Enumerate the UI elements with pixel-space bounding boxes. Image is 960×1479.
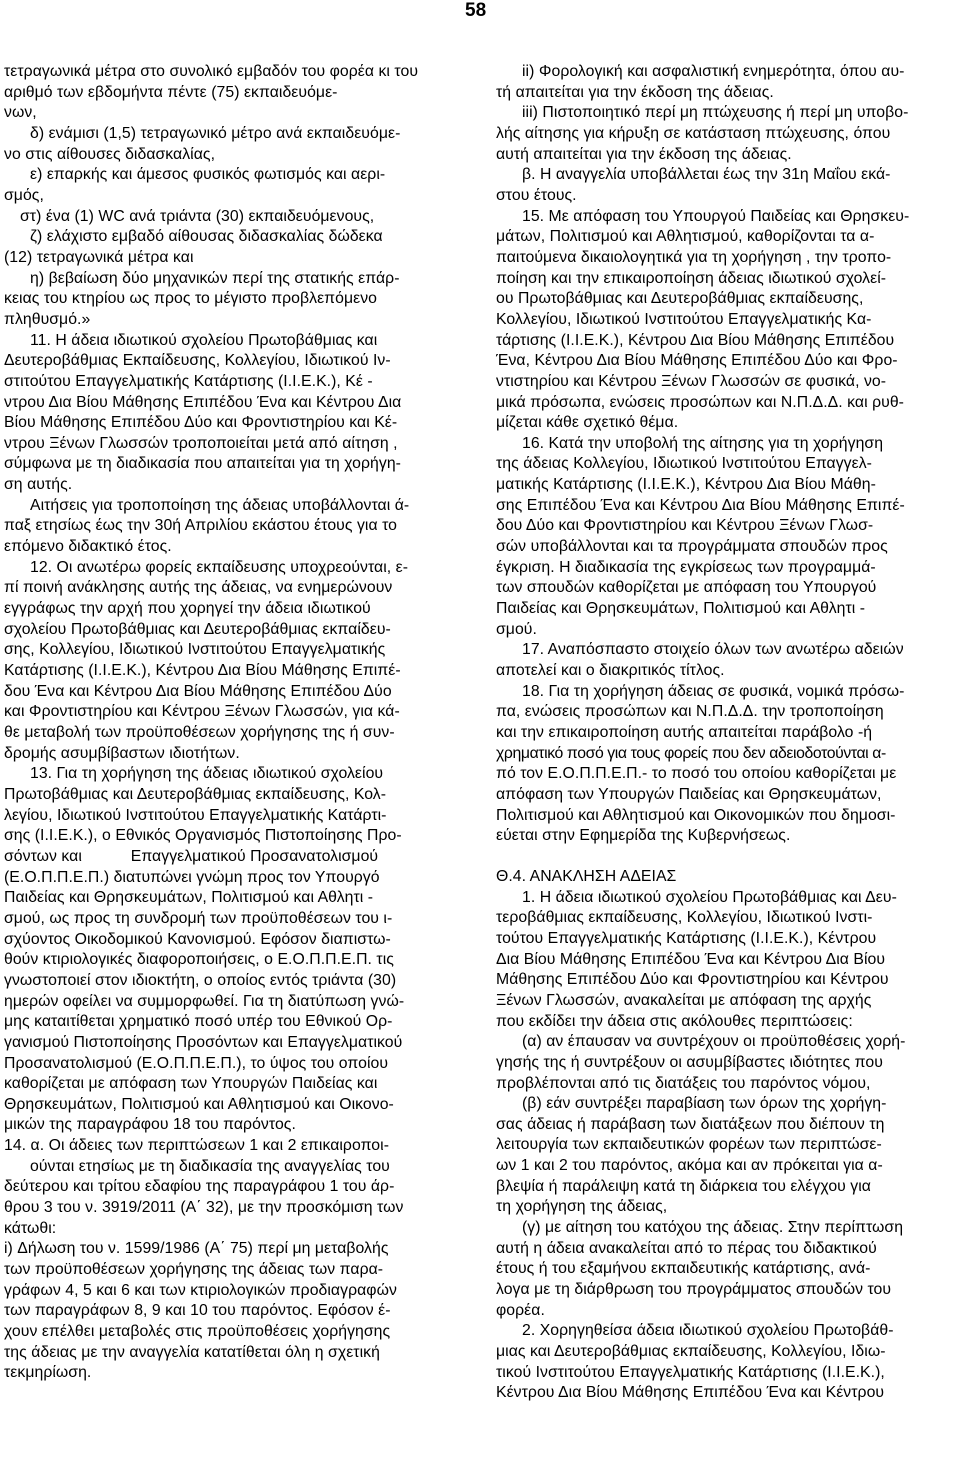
text-line: (β) εάν συντρέξει παραβίαση των όρων της χορήγη-: [522, 1095, 887, 1113]
text-line: β. Η αναγγελία υποβάλλεται έως την 31η Μαΐου εκά-: [522, 166, 891, 184]
text-line: λειτουργία των εκπαιδευτικών φορέων των περιπτώσε-: [496, 1136, 882, 1154]
text-line: i) Δήλωση του ν. 1599/1986 (Α΄ 75) περί μη μεταβολής: [4, 1240, 389, 1258]
text-line: τάρτισης (Ι.Ι.Ε.Κ.), Κέντρου Δια Βίου Μάθησης Επιπέδου: [496, 331, 895, 349]
text-line: ντρου Ξένων Γλωσσών τροποποιείται μετά από αίτηση ,: [4, 434, 398, 452]
text-line: Κατάρτισης (Ι.Ι.Ε.Κ.), Κέντρου Δια Βίου Μάθησης Επιπέ-: [4, 662, 401, 680]
page-number: 58: [465, 0, 487, 21]
text-line: επόμενο διδακτικό έτος.: [4, 538, 172, 556]
text-line: η) βεβαίωση δύο μηχανικών περί της στατικής επάρ-: [30, 269, 400, 287]
text-line: μικών της παραγράφου 18 του παρόντος.: [4, 1116, 296, 1134]
text-line: ποίηση και την επικαιροποίηση άδειας ιδιωτικού σχολεί-: [496, 269, 887, 287]
text-line: Κολλεγίου, Ιδιωτικού Ινστιτούτου Επαγγελματικής Κα-: [496, 310, 872, 328]
section-heading: Θ.4. ΑΝΑΚΛΗΣΗ ΑΔΕΙΑΣ: [496, 867, 677, 885]
text-line: κάτωθι:: [4, 1219, 57, 1237]
text-line: σών υποβάλλονται και τα προγράμματα σπουδών προς: [496, 538, 888, 556]
text-line: γανισμού Πιστοποίησης Προσόντων και Επαγγελματικού: [4, 1033, 403, 1051]
text-line: σμού.: [496, 620, 537, 638]
text-line: της άδειας Κολλεγίου, Ιδιωτικού Ινστιτούτου Επαγγελ-: [496, 455, 872, 473]
text-line: παιτούμενα δικαιολογητικά για τη χορήγηση , την τροπο-: [496, 248, 892, 266]
text-line: λής αίτησης για κήρυξη σε κατάσταση πτώχευσης, όπου: [496, 124, 891, 142]
text-line: βλεψία ή παράλειψη κατά τη διάρκεια του ελέγχου για: [496, 1177, 871, 1195]
text-line: ων 1 και 2 του παρόντος, ακόμα και αν πρόκειται για α-: [496, 1157, 883, 1175]
text-line: Θρησκευμάτων, Πολιτισμού και Αθλητισμού και Οικονο-: [4, 1095, 394, 1113]
text-line: σμού, ως προς τη συνδρομή των προϋποθέσεων του ι-: [4, 909, 393, 927]
text-line: (γ) με αίτηση του κατόχου της άδειας. Στην περίπτωση: [522, 1219, 904, 1237]
text-line: ζ) ελάχιστο εμβαδό αίθουσας διδασκαλίας δώδεκα: [30, 228, 383, 246]
text-line: σης (Ι.Ι.Ε.Κ.), ο Εθνικός Οργανισμός Πιστοποίησης Προ-: [4, 827, 402, 845]
text-line: εύεται στην Εφημερίδα της Κυβερνήσεως.: [496, 827, 791, 845]
text-line: ματικής Κατάρτισης (Ι.Ι.Ε.Κ.), Κέντρου Δια Βίου Μάθη-: [496, 476, 876, 494]
text-line: ημερών οφείλει να συμμορφωθεί. Για τη διατύπωση γνώ-: [4, 992, 405, 1010]
section-gap: [496, 847, 958, 867]
text-line: Αιτήσεις για τροποποίηση της άδειας υποβάλλονται ά-: [30, 496, 410, 514]
text-line: στιτούτου Επαγγελματικής Κατάρτισης (Ι.Ι.Ε.Κ.), Κέ -: [4, 372, 373, 390]
text-line: Πολιτισμού και Αθλητισμού και Οικονομικών που δημοσι-: [496, 806, 896, 824]
text-line: σης, Κολλεγίου, Ιδιωτικού Ινστιτούτου Επαγγελματικής: [4, 641, 386, 659]
text-line: τεροβάθμιας εκπαίδευσης, Κολλεγίου, Ιδιωτικού Ινστι-: [496, 909, 873, 927]
text-line: παξ ετησίως έως την 30ή Απριλίου εκάστου έτους για το: [4, 517, 397, 535]
text-line: Παιδείας και Θρησκευμάτων, Πολιτισμού και Αθλητι -: [4, 889, 374, 907]
text-line: αυτή η άδεια ανακαλείται από το πέρας του διδακτικού: [496, 1239, 877, 1257]
text-line: Δευτεροβάθμιας Εκπαίδευσης, Κολλεγίου, Ιδιωτικού Ιν-: [4, 352, 391, 370]
text-line: δεύτερου και τρίτου εδαφίου της παραγράφου 1 του άρ-: [4, 1178, 395, 1196]
text-line: δρομής ασυμβίβαστων ιδιοτήτων.: [4, 744, 240, 762]
text-line: εγγράφως την αρχή που χορηγεί την άδεια ιδιωτικού: [4, 600, 371, 618]
text-line: έγκριση. Η διαδικασία της εγκρίσεως των προγραμμά-: [496, 558, 876, 576]
text-line: 2. Χορηγηθείσα άδεια ιδιωτικού σχολείου Πρωτοβάθ-: [522, 1322, 894, 1340]
text-line: τη χορήγηση της άδειας,: [496, 1198, 668, 1216]
text-line: σχύοντος Οικοδομικού Κανονισμού. Εφόσον διαπιστω-: [4, 930, 391, 948]
text-line: έτους ή του εξαμήνου εκπαιδευτικής κατάρτισης, ανά-: [496, 1260, 871, 1278]
text-line: 11. Η άδεια ιδιωτικού σχολείου Πρωτοβάθμιας και: [30, 331, 378, 349]
text-line: φορέα.: [496, 1301, 545, 1319]
text-line: μικά πρόσωπα, ενώσεις προσώπων και Ν.Π.Δ.Δ. και ρυθ-: [496, 393, 904, 411]
text-line: που εκδίδει την άδεια στις ακόλουθες περιπτώσεις:: [496, 1012, 853, 1030]
text-line: σχολείου Πρωτοβάθμιας και Δευτεροβάθμιας εκπαίδευ-: [4, 620, 391, 638]
text-line: μάτων, Πολιτισμού και Αθλητισμού, καθορίζονται τα α-: [496, 228, 875, 246]
text-line: νο στις αίθουσες διδασκαλίας,: [4, 145, 216, 163]
text-line: Πρωτοβάθμιας και Δευτεροβάθμιας εκπαίδευσης, Κολ-: [4, 785, 387, 803]
text-line: τετραγωνικά μέτρα στο συνολικό εμβαδόν του φορέα κι του αριθμό των εβδομήντα πέντε (75) εκπαιδευόμε-: [4, 63, 419, 101]
text-line: (Ε.Ο.Π.Π.Ε.Π.) διατυπώνει γνώμη προς τον Υπουργό: [4, 868, 380, 886]
text-line: 17. Αναπόσπαστο στοιχείο όλων των ανωτέρω αδειών: [522, 641, 904, 659]
text-line: σμός,: [4, 186, 44, 204]
text-line: σύμφωνα με τη διαδικασία που απαιτείται για τη χορήγη-: [4, 455, 401, 473]
text-line: Μάθησης Επιπέδου Δύο και Φροντιστηρίου και Κέντρου: [496, 971, 889, 989]
text-line: ντρου Δια Βίου Μάθησης Επιπέδου Ένα και Κέντρου Δια: [4, 393, 402, 411]
text-line: τεκμηρίωση.: [4, 1364, 92, 1382]
text-line: 13. Για τη χορήγηση της άδειας ιδιωτικού σχολείου: [30, 765, 384, 783]
text-line: γνωστοποιεί στον ιδιοκτήτη, ο οποίος εντός τριάντα (30): [4, 971, 397, 989]
right-column: [496, 62, 958, 1404]
text-line: πί ποινή ανάκλησης αυτής της άδειας, να ενημερώνουν: [4, 579, 393, 597]
text-line: και Φροντιστηρίου και Κέντρου Ξένων Γλωσσών, για κά-: [4, 703, 400, 721]
text-line: Βίου Μάθησης Επιπέδου Δύο και Φροντιστηρίου και Κέ-: [4, 414, 398, 432]
text-line: απόφαση των Υπουργών Παιδείας και Θρησκευμάτων,: [496, 785, 882, 803]
text-line: τή απαιτείται για την έκδοση της άδειας.: [496, 83, 774, 101]
text-line: γράφων 4, 5 και 6 και των κτιριολογικών προδιαγραφών: [4, 1281, 397, 1299]
text-line: ούνται ετησίως με τη διαδικασία της αναγγελίας του: [30, 1157, 390, 1175]
text-line: πό τον Ε.Ο.Π.Π.Ε.Π.- το ποσό του οποίου καθορίζεται με: [496, 765, 897, 783]
text-line: τικού Ινστιτούτου Επαγγελματικής Κατάρτισης (Ι.Ι.Ε.Κ.),: [496, 1363, 885, 1381]
text-line: δ) ενάμισι (1,5) τετραγωνικό μέτρο ανά εκπαιδευόμε-: [30, 124, 401, 142]
text-line: Κέντρου Δια Βίου Μάθησης Επιπέδου Ένα και Κέντρου: [496, 1384, 885, 1402]
text-line: θρου 3 του ν. 3919/2011 (Α΄ 32), με την προσκόμιση των: [4, 1199, 404, 1217]
text-line: 18. Για τη χορήγηση άδειας σε φυσικά, νομικά πρόσω-: [522, 682, 905, 700]
text-line: 16. Κατά την υποβολή της αίτησης για τη χορήγηση: [522, 434, 884, 452]
text-line: μιας και Δευτεροβάθμιας εκπαίδευσης, Κολλεγίου, Ιδιω-: [496, 1343, 886, 1361]
text-line: ii) Φορολογική και ασφαλιστική ενημερότητα, όπου αυ-: [522, 63, 905, 80]
text-line: λεγίου, Ιδιωτικού Ινστιτούτου Επαγγελματικής Κατάρτι-: [4, 806, 387, 824]
text-line: προβλέπονται από τις διατάξεις του παρόντος νόμου,: [496, 1074, 871, 1092]
text-line: θε μεταβολή των προϋποθέσεων χορήγησης της ή συν-: [4, 724, 395, 741]
text-line: δου Ένα και Κέντρου Δια Βίου Μάθησης Επιπέδου Δύο: [4, 682, 392, 700]
text-line: iii) Πιστοποιητικό περί μη πτώχευσης ή περί μη υποβο-: [522, 104, 909, 122]
text-line: ε) επαρκής και άμεσος φυσικός φωτισμός και αερι-: [30, 166, 386, 184]
text-line: ντιστηρίου και Κέντρου Ξένων Γλωσσών σε φυσικά, νο-: [496, 372, 887, 390]
text-line: νων,: [4, 104, 37, 122]
text-line: καθορίζεται με απόφαση των Υπουργών Παιδείας και: [4, 1075, 378, 1093]
text-line: στου έτους.: [496, 186, 577, 204]
text-line: Δια Βίου Μάθησης Επιπέδου Ένα και Κέντρου Δια Βίου: [496, 950, 886, 968]
text-line: γησής της ή συντρέξουν οι ασυμβίβαστες ιδιότητες που: [496, 1053, 883, 1071]
text-line: Προσανατολισμού (Ε.Ο.Π.Π.Ε.Π.), το ύψος του οποίου: [4, 1054, 389, 1072]
text-line: ση αυτής.: [4, 476, 73, 494]
text-line: χουν επέλθει μεταβολές στις προϋποθέσεις χορήγησης: [4, 1323, 391, 1341]
text-line: πληθυσμό.»: [4, 310, 91, 328]
text-line: κειας του κτηρίου ως προς το μέγιστο προβλεπόμενο: [4, 290, 377, 308]
text-line: της άδειας με την αναγγελία κατατίθεται όλη η σχετική: [4, 1343, 380, 1361]
left-column: [4, 62, 466, 1384]
text-line: 12. Οι ανωτέρω φορείς εκπαίδευσης υποχρεούνται, ε-: [30, 558, 409, 576]
text-line: πα, ενώσεις προσώπων και Ν.Π.Δ.Δ. την τροποποίηση: [496, 703, 884, 721]
text-line: σας άδειας ή παράβαση των διατάξεων που διέπουν τη: [496, 1115, 885, 1133]
text-line: 15. Με απόφαση του Υπουργού Παιδείας και Θρησκευ-: [522, 207, 910, 225]
text-line: ου Πρωτοβάθμιας και Δευτεροβάθμιας εκπαίδευσης,: [496, 290, 864, 308]
text-line: τούτου Επαγγελματικής Κατάρτισης (Ι.Ι.Ε.Κ.), Κέντρου: [496, 929, 877, 947]
text-line: Ένα, Κέντρου Δια Βίου Μάθησης Επιπέδου Δύο και Φρο-: [496, 352, 898, 370]
text-line: σόντων και Επαγγελματικού Προσανατολισμού: [4, 847, 379, 865]
text-line: Ξένων Γλωσσών, ανακαλείται με απόφαση της αρχής: [496, 991, 872, 1009]
text-line: Παιδείας και Θρησκευμάτων, Πολιτισμού και Αθλητι -: [496, 600, 866, 618]
text-line: δου Δύο και Φροντιστηρίου και Κέντρου Ξένων Γλωσ-: [496, 517, 874, 535]
text-line: χρηματικό ποσό για τους φορείς που δεν αδειοδοτούνται α-: [496, 744, 886, 762]
text-line: των προϋποθέσεων χορήγησης της άδειας των παρα-: [4, 1261, 384, 1279]
text-line: θούν κτιριολογικές διαφοροποιήσεις, ο Ε.Ο.Π.Π.Ε.Π. τις: [4, 951, 394, 969]
text-line: αυτή απαιτείται για την έκδοση της άδειας.: [496, 145, 792, 163]
text-line: μίζεται κάθε σχετικό θέμα.: [496, 414, 679, 432]
text-line: των παραγράφων 8, 9 και 10 του παρόντος. Εφόσον έ-: [4, 1302, 391, 1320]
text-line: στ) ένα (1) WC ανά τριάντα (30) εκπαιδευόμενους,: [20, 207, 375, 225]
text-line: μης καταιτίθεται χρηματικό ποσό υπέρ του Εθνικού Ορ-: [4, 1013, 393, 1031]
text-line: των σπουδών καθορίζεται με απόφαση του Υπουργού: [496, 579, 877, 597]
text-line: 14. α. Οι άδειες των περιπτώσεων 1 και 2 επικαιροποι-: [4, 1137, 390, 1155]
text-line: (12) τετραγωνικά μέτρα και: [4, 248, 194, 266]
text-line: αποτελεί και ο διακριτικός τίτλος.: [496, 662, 725, 680]
text-line: σης Επιπέδου Ένα και Κέντρου Δια Βίου Μάθησης Επιπέ-: [496, 496, 905, 514]
text-line: (α) αν έπαυσαν να συντρέχουν οι προϋποθέσεις χορή-: [522, 1033, 906, 1051]
text-line: 1. Η άδεια ιδιωτικού σχολείου Πρωτοβάθμιας και Δευ-: [522, 888, 897, 906]
text-line: και την επικαιροποίηση αυτής απαιτείται παράβολο -ή: [496, 724, 873, 741]
text-line: λογα με τη διάρθρωση του προγράμματος σπουδών του: [496, 1281, 892, 1299]
